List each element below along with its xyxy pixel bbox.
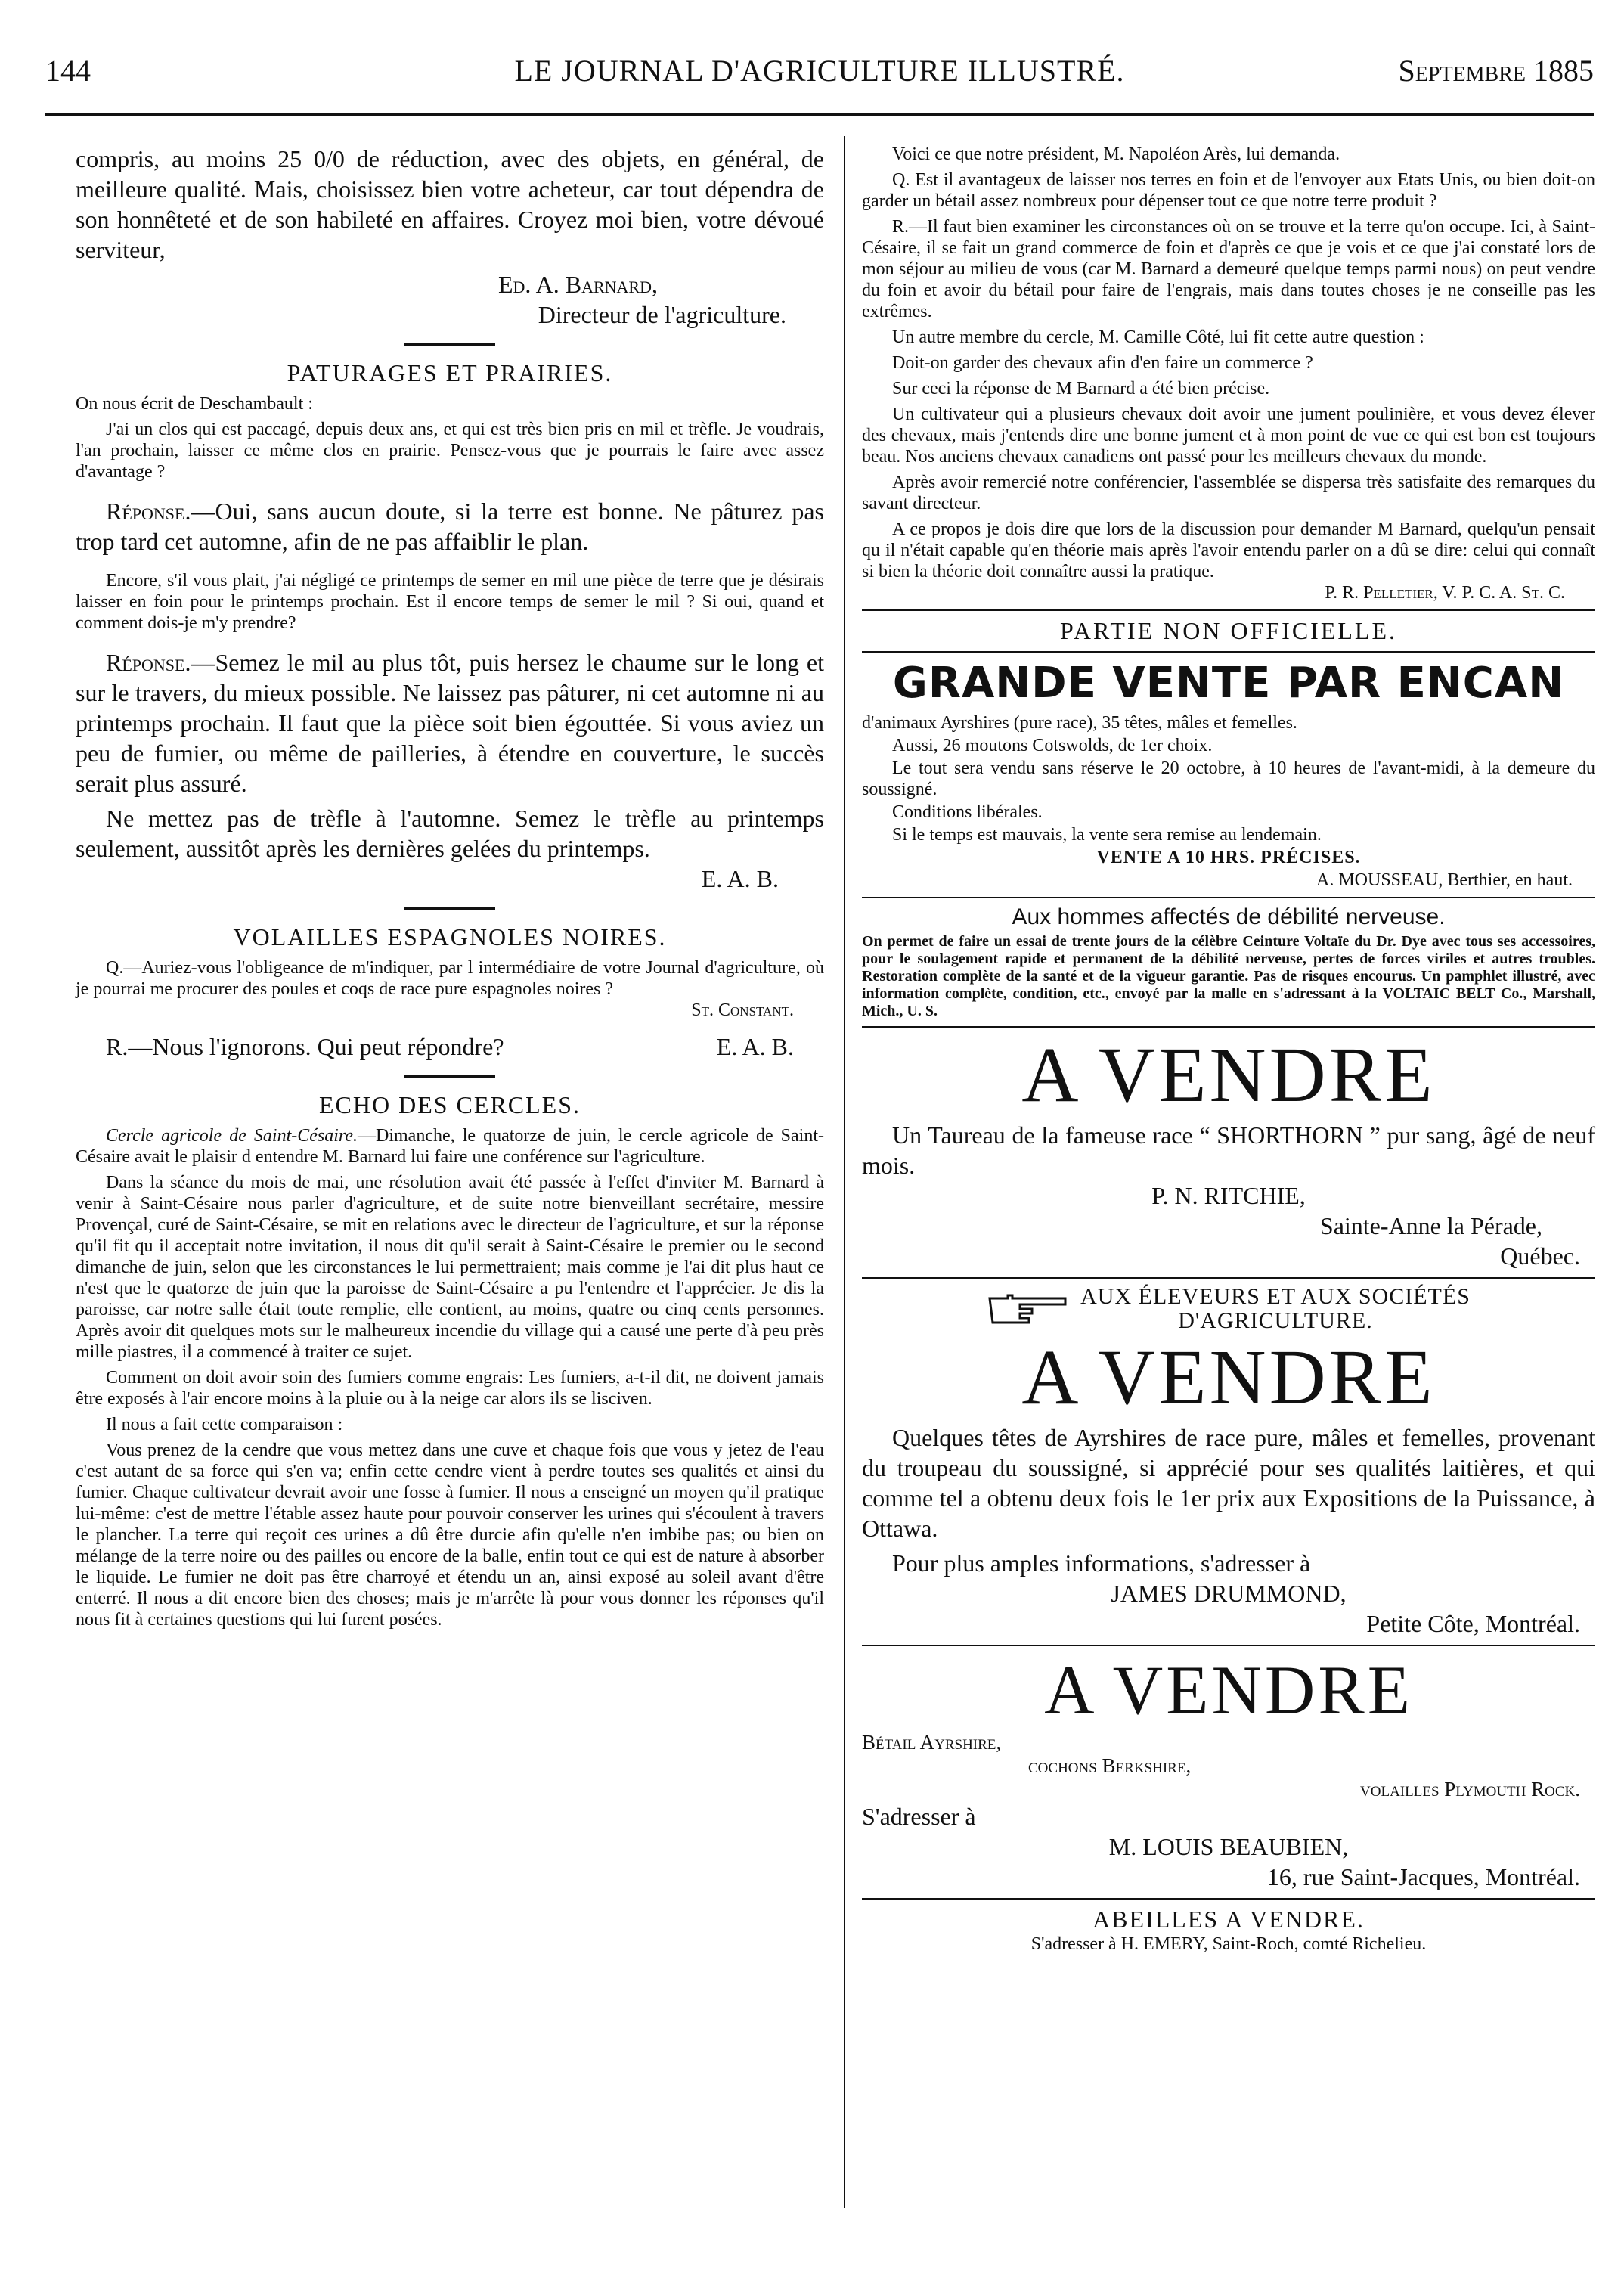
issue-date: Septembre 1885 [1398, 54, 1594, 88]
rule [862, 651, 1595, 653]
vendre1-text: Un Taureau de la fameuse race “ SHORTHORN ” pur sang, âgé de neuf mois. [862, 1121, 1595, 1179]
answer-text: —Oui, sans aucun doute, si la terre est bonne. Ne pâturez pas trop tard cet automne, afin de ne pas affaiblir le plan. [76, 498, 824, 555]
echo-continued-7: Un cultivateur qui a plusieurs chevaux doit avoir une jument poulinière, et vous devez élever des chevaux, mais j'entends dire une bonne jument et à mon point de vue ce qui est bon est toujours beau. Nos anciens chevaux canadiens ont passé pour les meilleurs chevaux du monde. [862, 405, 1595, 467]
vendre1-address-2: Québec. [1500, 1242, 1580, 1270]
rule [862, 1898, 1595, 1900]
intro-paragraph: compris, au moins 25 0/0 de réduction, avec des objets, en général, de meilleure qualité. Mais, choisissez bien votre acheteur, car tout dépendra de son honnêteté et de son habileté en affaires. Croyez moi bien, votre dévoué serviteur, [76, 145, 824, 263]
answer-label: Réponse. [106, 649, 191, 676]
echo-continued-6: Sur ceci la réponse de M Barnard a été bien précise. [892, 379, 1270, 399]
echo-continued-3: R.—Il faut bien examiner les circonstances où on se trouve et la terre qu'on occupe. Ici, à Saint-Césaire, il se fait un grand commerce de foin et d'après ce que je vois et ce que j'ai constaté lors de mon séjour au milieu de vous (car M. Barnard a demeuré quelque temps parmi nous) on peut vendre du foin et avoir du bétail pour faire de l'engrais, mais dans toutes choses je ne conseille pas les extrêmes. [862, 217, 1595, 321]
page-number: 144 [45, 54, 91, 88]
separator [404, 907, 495, 910]
vendre3-line-3: volailles Plymouth Rock. [1360, 1778, 1580, 1800]
separator [404, 343, 495, 346]
section-title-volailles: VOLAILLES ESPAGNOLES NOIRES. [233, 923, 667, 951]
encan-line-6: VENTE A 10 HRS. PRÉCISES. [1096, 848, 1361, 867]
a-vendre-title-3: A VENDRE [1044, 1651, 1413, 1729]
right-column [862, 144, 1595, 1959]
eleveurs-lines [1080, 1285, 1471, 1333]
rule [862, 897, 1595, 898]
page-header [45, 53, 1594, 98]
echo-continued-1: Voici ce que notre président, M. Napoléon Arès, lui demanda. [892, 144, 1340, 164]
rule [862, 609, 1595, 611]
paturages-answer-2 [76, 647, 824, 799]
signature-name: Ed. A. Barnard, [497, 271, 658, 298]
signature-title: Directeur de l'agriculture. [538, 301, 786, 328]
left-column [76, 144, 824, 1635]
encan-title: GRANDE VENTE PAR ENCAN [892, 659, 1565, 708]
vendre2-info: Pour plus amples informations, s'adresser à [892, 1549, 1311, 1577]
rule [862, 1645, 1595, 1646]
answer-text: —Semez le mil au plus tôt, puis hersez le chaume sur le long et sur le travers, du mieux possible. Ne laissez pas pâturer, ni cet automne ni au printemps prochain. Il faut que la pièce soit bien égouttée. Si vous aviez un peu de fumier, ou même de pailleries, à étendre en couverture, le succès serait plus assuré. [76, 649, 824, 797]
encan-line-1: d'animaux Ayrshires (pure race), 35 têtes, mâles et femelles. [862, 713, 1297, 733]
separator [404, 1075, 495, 1078]
echo-continued-9: A ce propos je dois dire que lors de la discussion pour demander M Barnard, quelqu'un pensait qu il n'était capable qu'en théorie mais après l'avoir entendu parler on a dû se dire: celui qui connaît si bien la théorie doit connaître aussi la pratique. [862, 519, 1595, 582]
abeilles-text: S'adresser à H. EMERY, Saint-Roch, comté Richelieu. [1030, 1934, 1427, 1954]
volailles-answer-row [106, 1031, 794, 1062]
section-title-echo: ECHO DES CERCLES. [318, 1091, 581, 1118]
column-divider [844, 136, 845, 2208]
echo-lead-title: Cercle agricole de Saint-Césaire. [106, 1126, 358, 1146]
eleveurs-line-2: D'AGRICULTURE. [1178, 1308, 1373, 1333]
rule [862, 1277, 1595, 1279]
paturages-question-2: Encore, s'il vous plait, j'ai négligé ce printemps de semer en mil une pièce de terre que je désirais laisser en foin pour le printemps prochain. Est il encore temps de semer le mil ? Si oui, quand et comment dois-je m'y prendre? [76, 571, 824, 633]
vendre2-text: Quelques têtes de Ayrshires de race pure, mâles et femelles, provenant du troupeau du soussigné, si apprécié pour ses qualités laitières, et qui comme tel a obtenu deux fois le 1er prix aux Expositions de la Puissance, à Ottawa. [862, 1424, 1595, 1542]
encan-line-5: Si le temps est mauvais, la vente sera remise au lendemain. [892, 825, 1322, 845]
echo-paragraph-1 [76, 1125, 824, 1168]
echo-paragraph-3: Comment on doit avoir soin des fumiers comme engrais: Les fumiers, a-t-il dit, ne doivent jamais être exposés à l'air encore moins à la pluie ou à la neige car alors ils se lisciven. [76, 1368, 824, 1409]
vendre3-address: 16, rue Saint-Jacques, Montréal. [1266, 1863, 1580, 1890]
echo-continued-4: Un autre membre du cercle, M. Camille Côté, lui fit cette autre question : [892, 327, 1424, 347]
echo-continued-5: Doit-on garder des chevaux afin d'en faire un commerce ? [892, 353, 1313, 373]
vendre1-address-1: Sainte-Anne la Pérade, [1319, 1212, 1542, 1239]
vendre3-address-lead: S'adresser à [862, 1803, 976, 1830]
volailles-question-signature: St. Constant. [691, 1000, 794, 1020]
debilite-text: On permet de faire un essai de trente jours de la célèbre Ceinture Voltaïe du Dr. Dye avec tous ses accessoires, pour le soulagement rapide et permanent de la débilité nerveuse, pertes de forces viriles et autres troubles. Restoration complète de la santé et de la vigueur garantie. Pas de risques encourus. Un pamphlet illustré, avec information complète, condition, etc., envoyé par la malle en s'adressant à la VOLTAIC BELT Co., Marshall, Mich., U. S. [862, 933, 1595, 1019]
vendre1-name: P. N. RITCHIE, [1151, 1182, 1306, 1209]
header-rule [45, 113, 1594, 116]
paturages-answer-2b: Ne mettez pas de trèfle à l'automne. Semez le trèfle au printemps seulement, aussitôt après les dernières gelées du printemps. [76, 805, 824, 862]
rule [862, 1026, 1595, 1028]
encan-line-4: Conditions libérales. [892, 802, 1043, 822]
echo-paragraph-2: Dans la séance du mois de mai, une résolution avait été passée à l'effet d'inviter M. Barnard à venir à Saint-Césaire nous parler d'agriculture, et de suite notre bienveillant secrétaire, messire Provençal, curé de Saint-Césaire, se mit en relations avec le directeur de l'agriculture, et sur la réponse qu'il fit qu il acceptait notre invitation, il nous dit qu'il serait à Saint-Césaire le premier ou le second dimanche de juin, selon que les circonstances le lui permettraient; mais comme je l'ai dit plus haut ce n'est que le quatorze de juin que la paroisse de Saint-Césaire a pu l'entendre et l'apprécier. Je dis la paroisse, car notre salle était toute remplie, elle contient, au moins, quatre ou cinq cents personnes. Après avoir dit quelques mots sur le malheureux incendie du village qui a causé une perte d'à peu près mille piastres, il a commencé à traiter ce sujet. [76, 1173, 824, 1362]
echo-paragraph-5: Vous prenez de la cendre que vous mettez dans une cuve et chaque fois que vous y jetez de l'eau c'est autant de sa force qui s'en va; enfin cette cendre vient à perdre toutes ses qualités et ainsi du fumier. Chaque cultivateur devrait avoir une fosse à fumier. Il nous a enseigné un moyen qu'il pratique lui-même: c'est de mettre l'étable assez haute pour pouvoir conserver les urines qui s'écoulent à travers le plancher. La terre qui reçoit ces urines a dû être durcie afin qu'elle n'en imbibe pas; ou bien on mélange de la terre noire ou des pailles ou encore de la balle, enfin tout ce qui est de nature à absorber le liquide. Le fumier ne doit pas être charroyé et étendu un an, ainsi exposé au soleil avant d'être enterré. Il nous a dit encore bien des choses; mais je m'arrête là pour vous donner les réponses qu'il nous fit à certaines questions qui lui furent posées. [76, 1441, 824, 1630]
echo-paragraph-4: Il nous a fait cette comparaison : [106, 1415, 343, 1434]
encan-line-3: Le tout sera vendu sans réserve le 20 octobre, à 10 heures de l'avant-midi, à la demeure du soussigné. [862, 758, 1595, 799]
volailles-answer: R.—Nous l'ignorons. Qui peut répondre? [106, 1033, 504, 1060]
vendre2-address: Petite Côte, Montréal. [1366, 1610, 1580, 1637]
echo-continued-8: Après avoir remercié notre conférencier, l'assemblée se dispersa très satisfaite des remarques du savant directeur. [862, 473, 1595, 513]
volailles-question: Q.—Auriez-vous l'obligeance de m'indiquer, par l intermédiaire de votre Journal d'agriculture, où je pourrai me procurer des poules et coqs de race pure espagnoles noires ? [76, 958, 824, 999]
echo-signature: P. R. Pelletier, V. P. C. A. St. C. [1325, 583, 1565, 603]
vendre2-name: JAMES DRUMMOND, [1111, 1580, 1347, 1607]
debilite-title: Aux hommes affectés de débilité nerveuse. [1012, 904, 1446, 929]
paturages-question-1: J'ai un clos qui est paccagé, depuis deux ans, et qui est très bien pris en mil et trèfle. Je voudrais, l'an prochain, laisser ce même clos en prairie. Pensez-vous que je pourrais le faire avec assez d'avantage ? [76, 420, 824, 482]
eleveurs-line-1: AUX ÉLEVEURS ET AUX SOCIÉTÉS [1080, 1284, 1471, 1309]
a-vendre-title-2: A VENDRE [1021, 1334, 1436, 1421]
paturages-source: On nous écrit de Deschambault : [76, 394, 313, 414]
eleveurs-header [862, 1285, 1595, 1333]
abeilles-title: ABEILLES A VENDRE. [1092, 1906, 1365, 1933]
volailles-answer-signature: E. A. B. [716, 1033, 794, 1060]
section-title-paturages: PATURAGES ET PRAIRIES. [287, 359, 613, 386]
a-vendre-title-1: A VENDRE [1021, 1031, 1436, 1118]
paturages-signature: E. A. B. [701, 865, 779, 892]
paturages-answer-1 [76, 496, 824, 557]
journal-title: LE JOURNAL D'AGRICULTURE ILLUSTRÉ. [514, 54, 1125, 88]
vendre3-line-2: cochons Berkshire, [1028, 1754, 1192, 1777]
encan-line-2: Aussi, 26 moutons Cotswolds, de 1er choix. [892, 736, 1213, 755]
partie-non-officielle: PARTIE NON OFFICIELLE. [1059, 617, 1397, 644]
pointing-hand-icon [987, 1292, 1070, 1326]
answer-label: Réponse. [106, 498, 191, 525]
encan-signature: A. MOUSSEAU, Berthier, en haut. [1316, 870, 1573, 890]
echo-lead-text: —Dimanche, le quatorze de juin, le cercle agricole de Saint-Césaire avait le plaisir d entendre M. Barnard lui faire une conférence sur l'agriculture. [76, 1126, 825, 1167]
vendre3-line-1: Bétail Ayrshire, [862, 1731, 1002, 1754]
echo-continued-2: Q. Est il avantageux de laisser nos terres en foin et de l'envoyer aux Etats Unis, ou bien doit-on garder un bétail assez nombreux pour dépenser tout ce que notre terre produit ? [862, 170, 1595, 211]
vendre3-name: M. LOUIS BEAUBIEN, [1108, 1833, 1349, 1860]
